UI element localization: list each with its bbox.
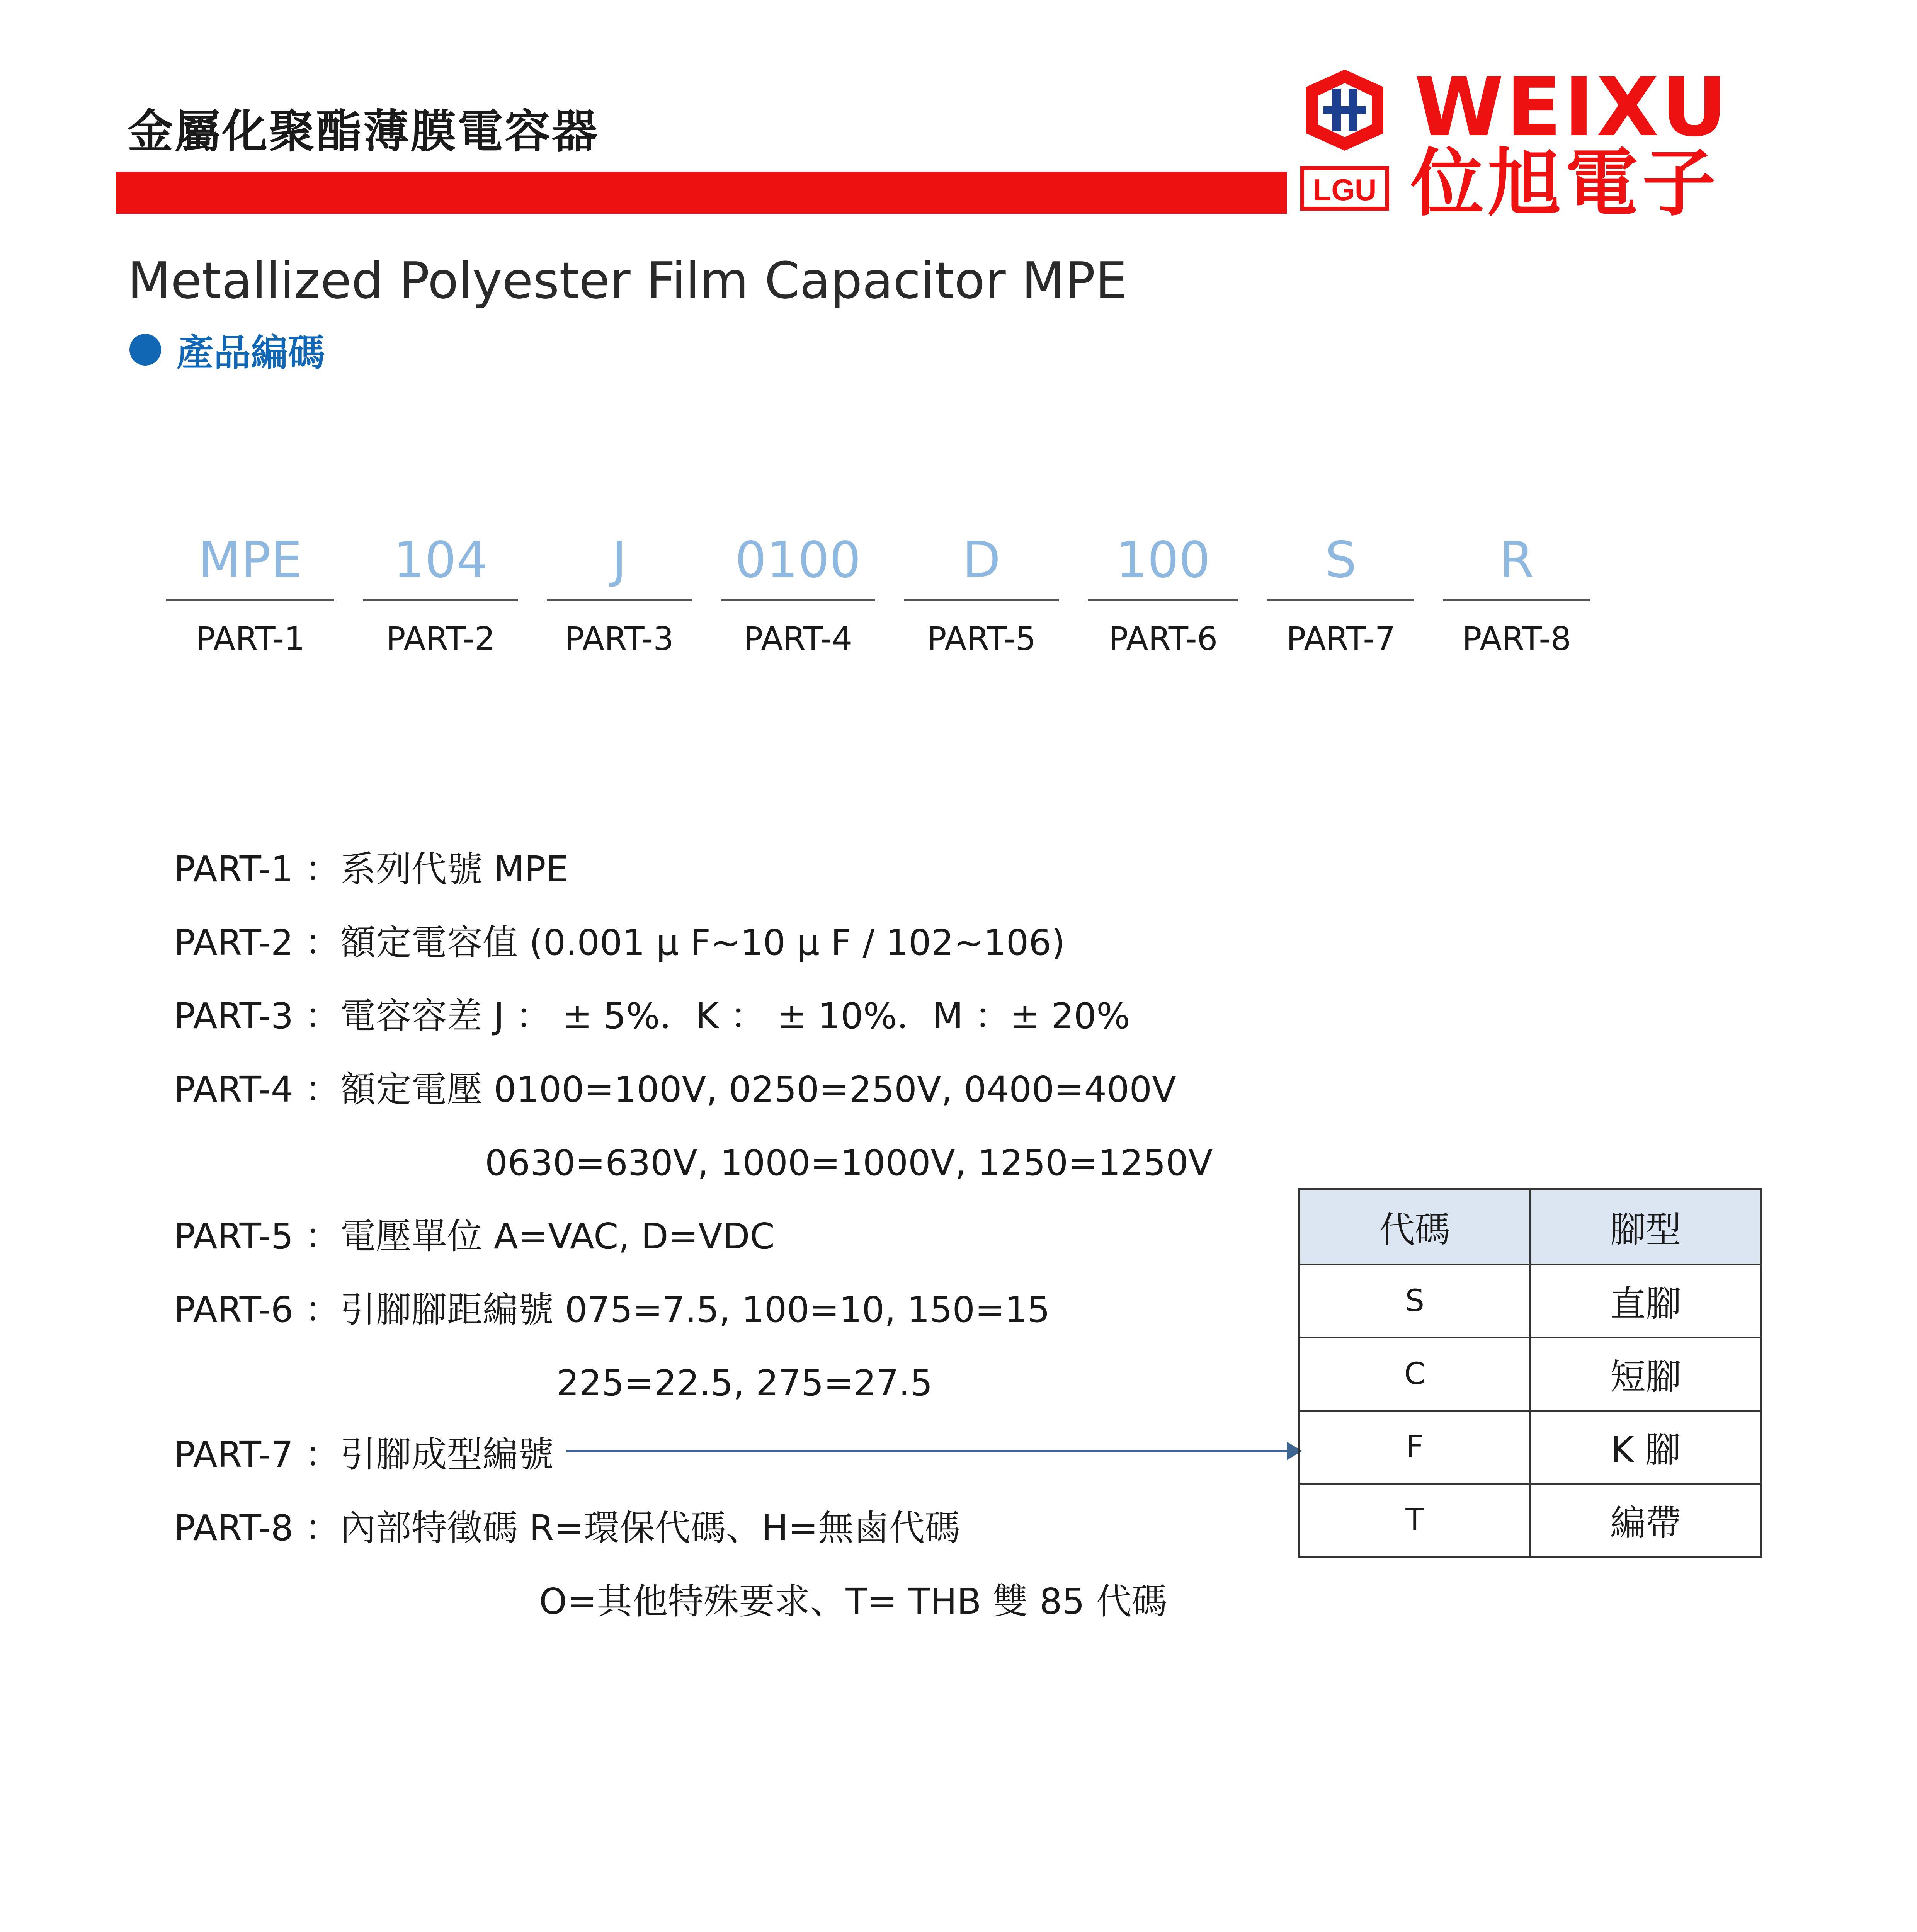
code-part-label: PART-2: [386, 620, 495, 658]
section-heading: [129, 328, 325, 374]
table-row: [1300, 1411, 1761, 1484]
code-cell-part6: [1088, 522, 1238, 668]
logo-sub: LGU: [1313, 173, 1377, 207]
bullet-icon: [129, 334, 161, 366]
desc-part7: PART-7 ：引腳成型編號: [174, 1434, 554, 1475]
code-cell-part3: [547, 522, 692, 668]
table-header-code: 代碼: [1300, 1189, 1531, 1265]
code-cell-part7: [1267, 522, 1414, 668]
code-cell-part1: [166, 522, 334, 668]
code-part-label: PART-7: [1286, 620, 1396, 658]
code-value: MPE: [198, 531, 302, 589]
code-part-label: PART-4: [743, 620, 853, 658]
code-cell-part8: [1443, 522, 1590, 668]
section-label: 產品編碼: [177, 331, 325, 374]
code-value: D: [962, 531, 1001, 589]
code-underline: [547, 599, 692, 601]
product-subtitle: Metallized Polyester Film Capacitor MPE: [128, 251, 1127, 310]
code-part-label: PART-5: [927, 620, 1036, 658]
table-row: [1300, 1265, 1761, 1338]
table-cell-code: S: [1300, 1265, 1531, 1338]
code-value: R: [1499, 531, 1534, 589]
desc-part8: PART-8 ：內部特徵碼 R=環保代碼、H=無鹵代碼: [174, 1507, 961, 1549]
table-cell-type: 短腳: [1530, 1338, 1761, 1411]
table-cell-type: 編帶: [1530, 1484, 1761, 1557]
code-underline: [1088, 599, 1238, 601]
code-part-label: PART-8: [1462, 620, 1572, 658]
code-cell-part4: [721, 522, 875, 668]
code-value: 0100: [735, 531, 861, 589]
table-cell-code: T: [1300, 1484, 1531, 1557]
code-cell-part5: [904, 522, 1059, 668]
lead-type-table: [1298, 1188, 1762, 1558]
desc-part5: PART-5 ：電壓單位 A=VAC, D=VDC: [174, 1216, 775, 1257]
desc-part6: PART-6 ：引腳腳距編號 075=7.5, 100=10, 150=15: [174, 1289, 1050, 1330]
table-row: [1300, 1484, 1761, 1557]
desc-part1: PART-1 ：系列代號 MPE: [174, 849, 568, 890]
code-cell-part2: [363, 522, 518, 668]
code-underline: [721, 599, 875, 601]
code-part-label: PART-3: [565, 620, 674, 658]
table-cell-code: C: [1300, 1338, 1531, 1411]
table-cell-type: 直腳: [1530, 1265, 1761, 1338]
table-cell-type: K 腳: [1530, 1411, 1761, 1484]
code-part-label: PART-6: [1108, 620, 1218, 658]
logo-wordmark: WEIXU: [1414, 62, 1730, 155]
code-value: 100: [1116, 531, 1211, 589]
table-header-type: 腳型: [1530, 1189, 1761, 1265]
table-cell-code: F: [1300, 1411, 1531, 1484]
document-title: 金屬化聚酯薄膜電容器: [128, 105, 599, 158]
code-value: J: [612, 531, 627, 589]
code-part-label: PART-1: [196, 620, 305, 658]
desc-part4: PART-4 ：額定電壓 0100=100V, 0250=250V, 0400=400V: [174, 1069, 1176, 1110]
code-underline: [166, 599, 334, 601]
code-underline: [363, 599, 518, 601]
desc-part2: PART-2 ：額定電容值 (0.001 μ F~10 μ F / 102~106): [174, 922, 1065, 963]
desc-part8-cont: O=其他特殊要求、T= THB 雙 85 代碼: [539, 1581, 1167, 1622]
desc-part3: PART-3 ：電容容差 J ： ± 5%．K ： ± 10%．M ：± 20%: [174, 995, 1130, 1037]
code-underline: [1267, 599, 1414, 601]
weixu-logo: [1287, 62, 1820, 216]
code-value: S: [1325, 531, 1357, 589]
logo-emblem-icon: [1306, 70, 1383, 151]
code-underline: [1443, 599, 1590, 601]
desc-part4-cont: 0630=630V, 1000=1000V, 1250=1250V: [485, 1142, 1213, 1184]
desc-part6-cont: 225=22.5, 275=27.5: [556, 1362, 933, 1404]
table-row: [1300, 1338, 1761, 1411]
arrow-connector: [566, 1450, 1293, 1452]
table-header-row: [1300, 1189, 1761, 1265]
code-underline: [904, 599, 1059, 601]
logo-chinese: 位旭電子: [1410, 141, 1720, 216]
code-value: 104: [393, 531, 488, 589]
